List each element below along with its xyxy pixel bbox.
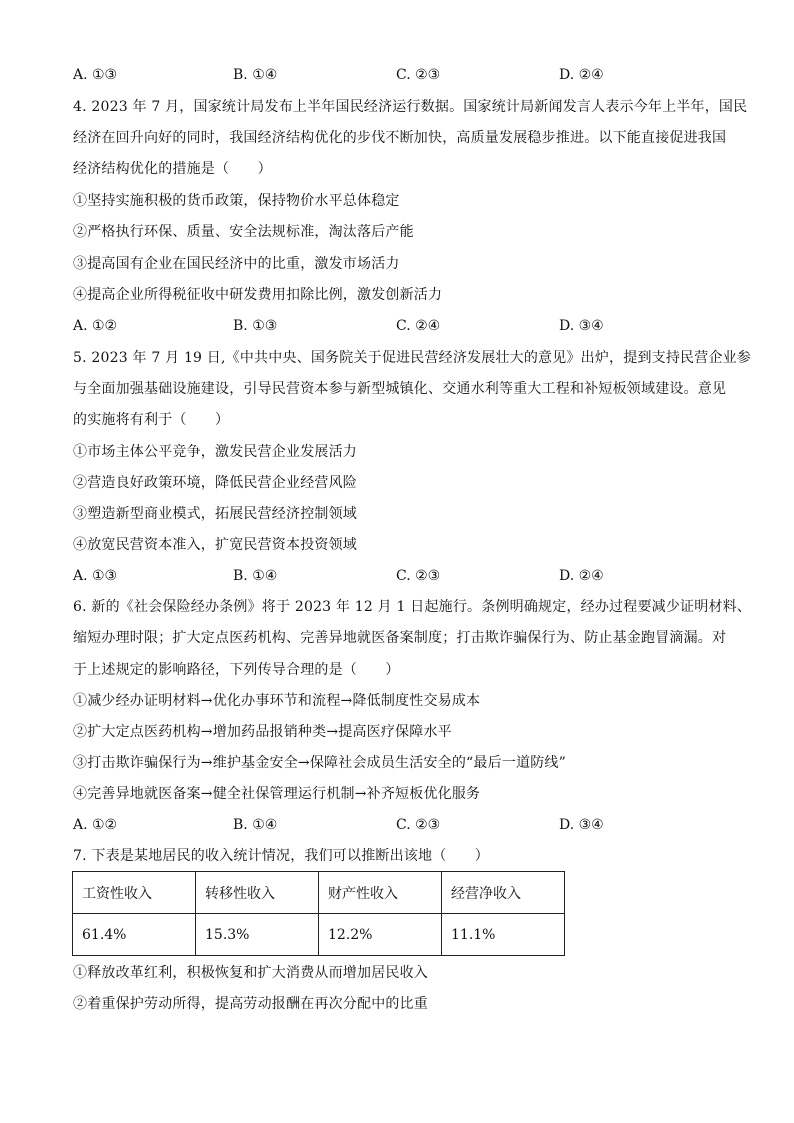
q4-item-2: ②严格执行环保、质量、安全法规标准，淘汰落后产能 [73, 224, 414, 240]
table-header-cell: 转移性收入 [196, 872, 319, 914]
table-header-cell: 经营净收入 [442, 872, 565, 914]
q6-stem-line-1: 6. 新的《社会保险经办条例》将于 2023 年 12 月 1 日起施行。条例明确规定，经办过程要减少证明材料、 [73, 599, 752, 615]
table-cell: 61.4% [73, 914, 196, 956]
q6-item-1: ①减少经办证明材料→优化办事环节和流程→降低制度性交易成本 [73, 693, 481, 709]
q4-option-b: B. ①③ [233, 318, 278, 334]
table-cell: 15.3% [196, 914, 319, 956]
q4-item-4: ④提高企业所得税征收中研发费用扣除比例，激发创新活力 [73, 287, 443, 303]
q4-item-3: ③提高国有企业在国民经济中的比重，激发市场活力 [73, 256, 400, 272]
income-table [72, 871, 565, 956]
q6-item-3: ③打击欺诈骗保行为→维护基金安全→保障社会成员生活安全的“最后一道防线” [73, 755, 566, 771]
q7-item-2: ②着重保护劳动所得，提高劳动报酬在再次分配中的比重 [73, 996, 428, 1012]
q3-options [73, 65, 733, 85]
table-header-row [73, 872, 565, 914]
q4-option-a: A. ①② [73, 318, 118, 334]
q5-item-3: ③塑造新型商业模式，拓展民营经济控制领域 [73, 506, 357, 522]
q6-options [73, 815, 733, 835]
table-cell: 11.1% [442, 914, 565, 956]
q3-option-b: B. ①④ [233, 67, 278, 83]
table-row [73, 914, 565, 956]
q6-option-b: B. ①④ [233, 817, 278, 833]
q3-option-d: D. ②④ [559, 67, 604, 83]
table-cell: 12.2% [319, 914, 442, 956]
q3-option-a: A. ①③ [73, 67, 118, 83]
q5-options [73, 566, 733, 586]
q6-option-a: A. ①② [73, 817, 118, 833]
q6-stem-line-3: 于上述规定的影响路径，下列传导合理的是（ ） [73, 662, 400, 678]
q6-option-d: D. ③④ [559, 817, 604, 833]
q4-item-1: ①坚持实施积极的货币政策，保持物价水平总体稳定 [73, 193, 400, 209]
q4-stem-line-2: 经济在回升向好的同时，我国经济结构优化的步伐不断加快，高质量发展稳步推进。以下能直接促进我国 [73, 130, 727, 146]
q5-option-d: D. ②④ [559, 568, 604, 584]
q6-item-4: ④完善异地就医备案→健全社保管理运行机制→补齐短板优化服务 [73, 786, 481, 802]
q4-stem-line-1: 4. 2023 年 7 月，国家统计局发布上半年国民经济运行数据。国家统计局新闻发言人表示今年上半年，国民 [73, 99, 748, 115]
table-header-cell: 财产性收入 [319, 872, 442, 914]
q7-stem: 7. 下表是某地居民的收入统计情况，我们可以推断出该地（ ） [73, 848, 490, 864]
table-header-cell: 工资性收入 [73, 872, 196, 914]
q4-option-d: D. ③④ [559, 318, 604, 334]
q6-option-c: C. ②③ [396, 817, 441, 833]
q6-stem-line-2: 缩短办理时限；扩大定点医药机构、完善异地就医备案制度；打击欺诈骗保行为、防止基金跑冒滴漏。对 [73, 630, 727, 646]
q5-stem-line-1: 5. 2023 年 7 月 19 日,《中共中央、国务院关于促进民营经济发展壮大的意见》出炉，提到支持民营企业参 [73, 350, 752, 366]
q5-option-a: A. ①③ [73, 568, 118, 584]
q4-option-c: C. ②④ [396, 318, 441, 334]
q5-option-b: B. ①④ [233, 568, 278, 584]
q3-option-c: C. ②③ [396, 67, 441, 83]
q4-stem-line-3: 经济结构优化的措施是（ ） [73, 161, 272, 177]
q5-stem-line-2: 与全面加强基础设施建设，引导民营资本参与新型城镇化、交通水利等重大工程和补短板领域建设。意见 [73, 381, 727, 397]
q5-item-4: ④放宽民营资本准入，扩宽民营资本投资领域 [73, 537, 357, 553]
q5-item-1: ①市场主体公平竞争，激发民营企业发展活力 [73, 444, 357, 460]
q4-options [73, 316, 733, 336]
q6-item-2: ②扩大定点医药机构→增加药品报销种类→提高医疗保障水平 [73, 724, 452, 740]
q5-item-2: ②营造良好政策环境，降低民营企业经营风险 [73, 475, 357, 491]
q7-item-1: ①释放改革红利，积极恢复和扩大消费从而增加居民收入 [73, 965, 428, 981]
q5-stem-line-3: 的实施将有利于（ ） [73, 412, 230, 428]
q5-option-c: C. ②③ [396, 568, 441, 584]
